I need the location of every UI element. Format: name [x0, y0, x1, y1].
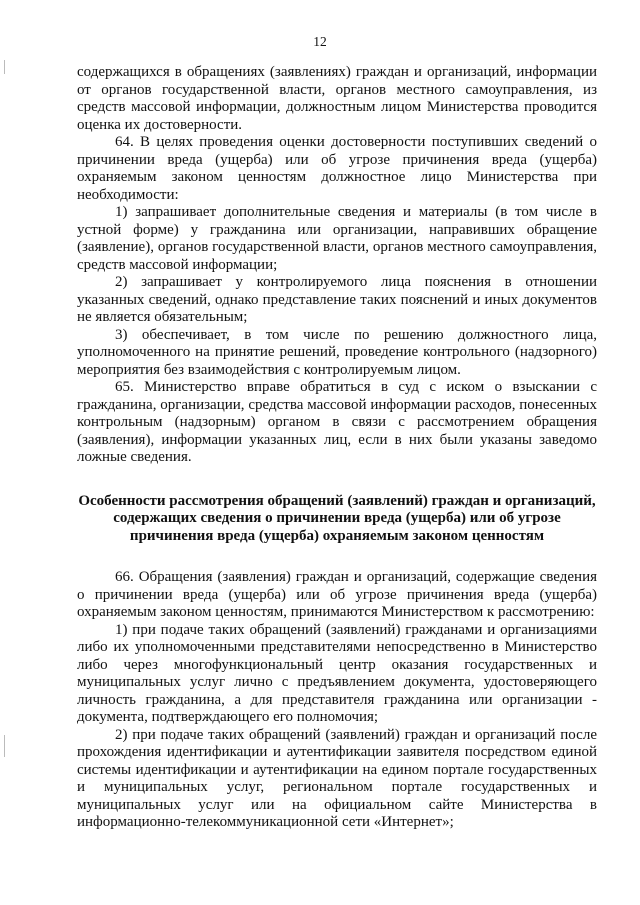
list-item-64-2: 2) запрашивает у контролируемого лица пояснения в отношении указанных сведений, однако представление таких пояснений и иных документов не является обязательным; — [77, 274, 597, 325]
paragraph-66: 66. Обращения (заявления) граждан и организаций, содержащие сведения о причинении вреда (ущерба) или об угрозе причинения вреда (ущерба) охраняемым законом ценностям, принимаются Министерством к рассмотрению: — [77, 569, 597, 620]
list-item-64-1: 1) запрашивает дополнительные сведения и материалы (в том числе в устной форме) у гражданина или организации, направивших обращение (заявление), органов государственной власти, органов местного самоуправления, средств массовой информации; — [77, 204, 597, 273]
list-item-66-2: 2) при подаче таких обращений (заявлений) граждан и организаций после прохождения идентификации и аутентификации заявителя посредством единой системы идентификации и аутентификации на едином портале государственных и муниципальных услуг, региональном портале государственных и муниципальных услуг или на официальном сайте Министерства в информационно-телекоммуникационной сети «Интернет»; — [77, 726, 597, 830]
paragraph-64: 64. В целях проведения оценки достоверности поступивших сведений о причинении вреда (ущерба) или об угрозе причинения вреда (ущерба) охраняемым законом ценностям должностное лицо Министерства при необходимости: — [77, 134, 597, 203]
paragraph-65: 65. Министерство вправе обратиться в суд с иском о взыскании с гражданина, организации, средства массовой информации расходов, понесенных контрольным (надзорным) органом в связи с рассмотрением обращения (заявления), информации указанных лиц, если в них были указаны заведомо ложные сведения. — [77, 379, 597, 465]
document-body — [77, 64, 597, 832]
list-item-64-3: 3) обеспечивает, в том числе по решению должностного лица, уполномоченного на принятие решений, проведение контрольного (надзорного) мероприятия без взаимодействия с контролируемым лицом. — [77, 326, 597, 378]
paragraph-continuation: содержащихся в обращениях (заявлениях) граждан и организаций, информации от органов государственной власти, органов местного самоуправления, из средств массовой информации, должностным лицом Министерства проводится оценка их достоверности. — [77, 64, 597, 133]
list-item-66-1: 1) при подаче таких обращений (заявлений) гражданами и организациями либо их уполномоченными представителями непосредственно в Министерство либо через многофункциональный центр оказания государственных и муниципальных услуг лично с предъявлением документа, удостоверяющего личность гражданина, а для представителя гражданина или организации - документа, подтверждающего его полномочия; — [77, 621, 597, 725]
scan-margin-mark — [4, 60, 5, 74]
page-number: 12 — [313, 34, 327, 49]
section-heading: Особенности рассмотрения обращений (заявлений) граждан и организаций, содержащих сведения о причинении вреда (ущерба) или об угрозе причинения вреда (ущерба) охраняемым законом ценностям — [78, 492, 596, 544]
scan-margin-mark — [4, 735, 5, 757]
